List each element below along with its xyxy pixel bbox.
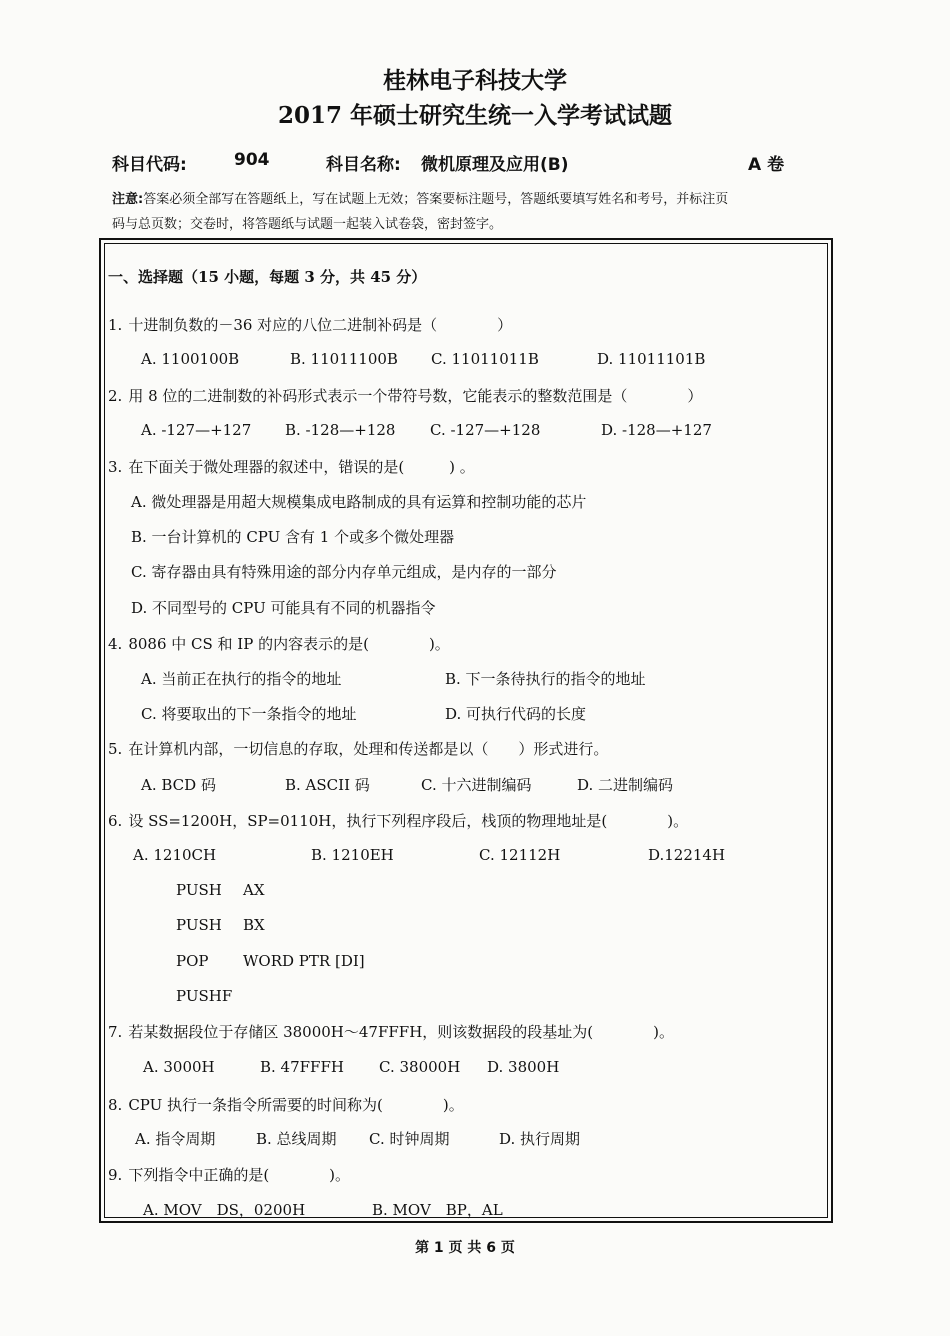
subject-code: 904 [234, 150, 270, 170]
question-text: 在计算机内部，一切信息的存取，处理和传送都是以（ ）形式进行。 [128, 740, 609, 758]
notice-label: 注意: [112, 192, 144, 207]
question-number: 3. [108, 458, 123, 476]
question-9 [108, 1164, 350, 1185]
page-indicator: 第 1 页 共 6 页 [415, 1240, 515, 1256]
option-7a: A. 3000H [143, 1058, 215, 1076]
question-number: 7. [108, 1023, 123, 1041]
code-line-4-op: PUSHF [176, 987, 233, 1005]
question-number: 9. [108, 1166, 123, 1184]
code-line-1-arg: AX [243, 881, 265, 899]
question-8 [108, 1094, 464, 1115]
code-line-2-op: PUSH [176, 916, 222, 934]
question-number: 5. [108, 740, 123, 758]
option-8a: A. 指令周期 [135, 1130, 216, 1148]
option-9a: A. MOV DS，0200H [143, 1201, 306, 1219]
question-text: 在下面关于微处理器的叙述中，错误的是( ) 。 [128, 458, 475, 476]
section-title: 一、选择题（15 小题，每题 3 分，共 45 分） [108, 268, 427, 286]
question-number: 1. [108, 316, 123, 334]
option-2d: D. -128—+127 [601, 421, 712, 439]
option-4b: B. 下一条待执行的指令的地址 [445, 670, 646, 688]
option-6c: C. 12112H [479, 846, 561, 864]
exam-title: 2017 年硕士研究生统一入学考试试题 [277, 102, 673, 129]
option-2a: A. -127—+127 [141, 421, 252, 439]
option-1d: D. 11011101B [597, 350, 706, 368]
option-6a: A. 1210CH [133, 846, 217, 864]
notice-text-1: 答案必须全部写在答题纸上，写在试题上无效；答案要标注题号，答题纸要填写姓名和考号，并标注页 [143, 192, 729, 207]
option-3a: A. 微处理器是用超大规模集成电路制成的具有运算和控制功能的芯片 [131, 493, 587, 511]
option-4c: C. 将要取出的下一条指令的地址 [141, 705, 357, 723]
option-2c: C. -127—+128 [430, 421, 541, 439]
option-3d: D. 不同型号的 CPU 可能具有不同的机器指令 [131, 599, 436, 617]
question-text: CPU 执行一条指令所需要的时间称为( )。 [128, 1096, 464, 1114]
subject-name: 微机原理及应用(B) [421, 155, 569, 175]
option-1b: B. 11011100B [290, 350, 398, 368]
notice-line-1 [112, 187, 832, 213]
option-3c: C. 寄存器由具有特殊用途的部分内存单元组成，是内存的一部分 [131, 563, 557, 581]
subject-code-label: 科目代码: [112, 155, 187, 175]
question-text: 若某数据段位于存储区 38000H～47FFFH，则该数据段的段基址为( )。 [128, 1023, 674, 1041]
option-1c: C. 11011011B [431, 350, 539, 368]
question-7 [108, 1021, 674, 1042]
question-text: 用 8 位的二进制数的补码形式表示一个带符号数，它能表示的整数范围是（ ） [128, 387, 703, 405]
question-text: 8086 中 CS 和 IP 的内容表示的是( )。 [128, 635, 450, 653]
option-8c: C. 时钟周期 [369, 1130, 450, 1148]
option-2b: B. -128—+128 [285, 421, 396, 439]
question-2 [108, 385, 702, 406]
option-7c: C. 38000H [379, 1058, 461, 1076]
question-number: 2. [108, 387, 123, 405]
question-6 [108, 810, 688, 831]
option-7b: B. 47FFFH [260, 1058, 344, 1076]
question-text: 下列指令中正确的是( )。 [128, 1166, 351, 1184]
option-8b: B. 总线周期 [256, 1130, 337, 1148]
question-number: 4. [108, 635, 123, 653]
option-7d: D. 3800H [487, 1058, 560, 1076]
question-text: 十进制负数的－36 对应的八位二进制补码是（ ） [128, 316, 513, 334]
university-title: 桂林电子科技大学 [383, 67, 567, 94]
question-5 [108, 738, 608, 759]
question-text: 设 SS=1200H，SP=0110H，执行下列程序段后，栈顶的物理地址是( )。 [128, 812, 689, 830]
paper-version: A 卷 [748, 155, 785, 175]
option-3b: B. 一台计算机的 CPU 含有 1 个或多个微处理器 [131, 528, 455, 546]
code-line-2-arg: BX [243, 916, 265, 934]
question-3 [108, 456, 475, 477]
option-5a: A. BCD 码 [141, 776, 216, 794]
option-4a: A. 当前正在执行的指令的地址 [141, 670, 342, 688]
option-5c: C. 十六进制编码 [421, 776, 532, 794]
option-1a: A. 1100100B [141, 350, 240, 368]
notice-line-2: 码与总页数；交卷时，将答题纸与试题一起装入试卷袋，密封签字。 [112, 217, 503, 232]
code-line-3-arg: WORD PTR [DI] [243, 952, 365, 970]
option-6d: D.12214H [648, 846, 726, 864]
option-4d: D. 可执行代码的长度 [445, 705, 587, 723]
question-number: 8. [108, 1096, 123, 1114]
question-1 [108, 314, 512, 335]
option-5d: D. 二进制编码 [577, 776, 674, 794]
option-8d: D. 执行周期 [499, 1130, 581, 1148]
option-9b: B. MOV BP，AL [372, 1201, 503, 1219]
code-line-1-op: PUSH [176, 881, 222, 899]
option-5b: B. ASCII 码 [285, 776, 370, 794]
code-line-3-op: POP [176, 952, 209, 970]
question-number: 6. [108, 812, 123, 830]
question-4 [108, 633, 450, 654]
subject-name-label: 科目名称: [326, 155, 401, 175]
option-6b: B. 1210EH [311, 846, 394, 864]
